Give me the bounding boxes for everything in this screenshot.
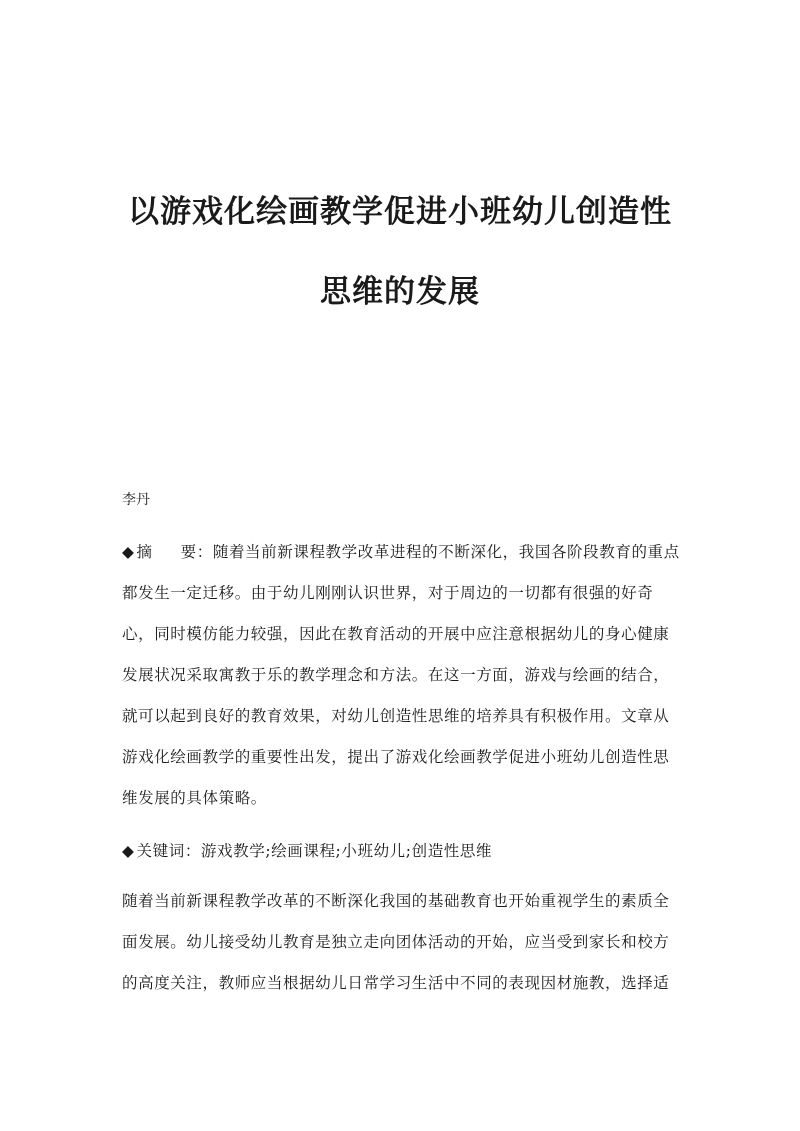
abstract-text-line: 就可以起到良好的教育效果，对幼儿创造性思维的培养具有积极作用。文章从	[122, 707, 670, 725]
keywords-text: 游戏教学;绘画课程;小班幼儿;创造性思维	[200, 842, 493, 860]
keywords-line	[122, 840, 682, 862]
abstract-bullet-icon: ◆	[122, 543, 135, 561]
abstract-label-a: 摘	[136, 543, 153, 561]
abstract-label-b: 要：	[180, 543, 213, 561]
body-text-line: 随着当前新课程教学改革的不断深化我国的基础教育也开始重视学生的素质全	[122, 892, 670, 910]
abstract-text-line: 都发生一定迁移。由于幼儿刚刚认识世界，对于周边的一切都有很强的好奇	[122, 584, 654, 602]
abstract-text-line: 随着当前新课程教学改革进程的不断深化，我国各阶段教育的重点	[212, 543, 680, 561]
abstract-text-line: 维发展的具体策略。	[122, 789, 267, 807]
body-text-line: 面发展。幼儿接受幼儿教育是独立走向团体活动的开始，应当受到家长和校方	[122, 933, 670, 951]
document-title-line-1: 以游戏化绘画教学促进小班幼儿创造性	[128, 194, 672, 230]
abstract-text-line: 游戏化绘画教学的重要性出发，提出了游戏化绘画教学促进小班幼儿创造性思	[122, 748, 670, 766]
author-name: 李丹	[122, 492, 150, 508]
body-text-line: 的高度关注，教师应当根据幼儿日常学习生活中不同的表现因材施教，选择适	[122, 974, 670, 992]
abstract-text-line: 发展状况采取寓教于乐的教学理念和方法。在这一方面，游戏与绘画的结合，	[122, 666, 670, 684]
keywords-label: 关键词：	[136, 842, 201, 860]
abstract-text-line: 心，同时模仿能力较强，因此在教育活动的开展中应注意根据幼儿的身心健康	[122, 625, 670, 643]
document-title-line-2: 思维的发展	[320, 274, 480, 310]
abstract-first-line	[122, 541, 682, 563]
keywords-bullet-icon: ◆	[122, 842, 135, 860]
